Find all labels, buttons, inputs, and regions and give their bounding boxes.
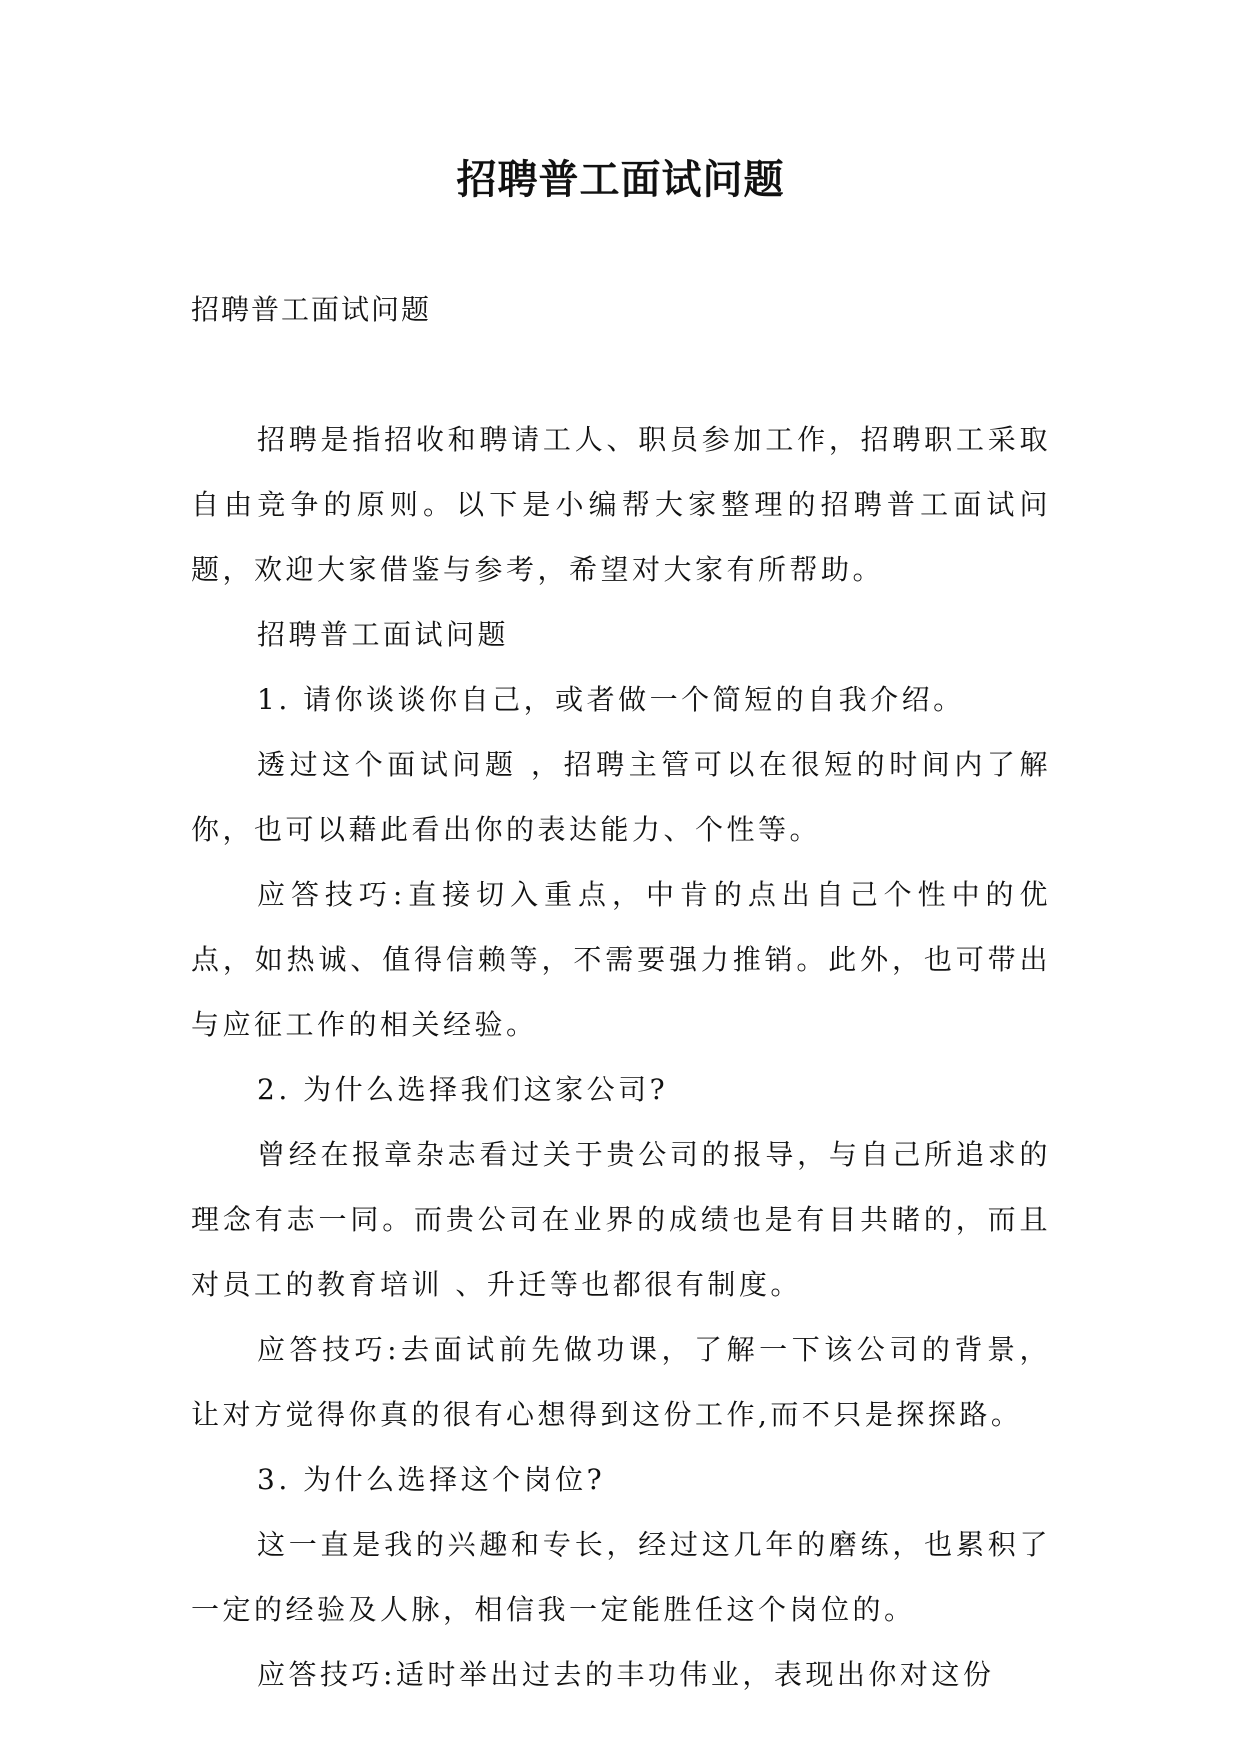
paragraph: 1. 请你谈谈你自己，或者做一个简短的自我介绍。 <box>257 683 965 716</box>
paragraph: 这一直是我的兴趣和专长，经过这几年的磨练，也累积了一定的经验及人脉，相信我一定能胜任这个岗位的。 <box>191 1528 1051 1626</box>
document-title: 招聘普工面试问题 <box>456 157 785 203</box>
paragraph: 3. 为什么选择这个岗位? <box>257 1463 606 1496</box>
paragraph: 应答技巧:直接切入重点，中肯的点出自己个性中的优点，如热诚、值得信赖等，不需要强力推销。此外，也可带出与应征工作的相关经验。 <box>191 878 1051 1041</box>
document-body <box>191 407 1051 1707</box>
paragraph: 2. 为什么选择我们这家公司? <box>257 1073 669 1106</box>
paragraph: 招聘普工面试问题 <box>257 618 510 651</box>
paragraph: 应答技巧:去面试前先做功课，了解一下该公司的背景，让对方觉得你真的很有心想得到这份工作,而不只是探探路。 <box>191 1333 1051 1431</box>
paragraph: 应答技巧:适时举出过去的丰功伟业，表现出你对这份 <box>257 1658 995 1691</box>
paragraph: 曾经在报章杂志看过关于贵公司的报导，与自己所追求的理念有志一同。而贵公司在业界的成绩也是有目共睹的，而且对员工的教育培训 、升迁等也都很有制度。 <box>191 1138 1051 1301</box>
document-subtitle: 招聘普工面试问题 <box>191 293 432 326</box>
paragraph: 招聘是指招收和聘请工人、职员参加工作，招聘职工采取自由竞争的原则。以下是小编帮大家整理的招聘普工面试问题，欢迎大家借鉴与参考，希望对大家有所帮助。 <box>191 423 1051 586</box>
paragraph: 透过这个面试问题 ，招聘主管可以在很短的时间内了解你，也可以藉此看出你的表达能力、个性等。 <box>191 748 1051 846</box>
